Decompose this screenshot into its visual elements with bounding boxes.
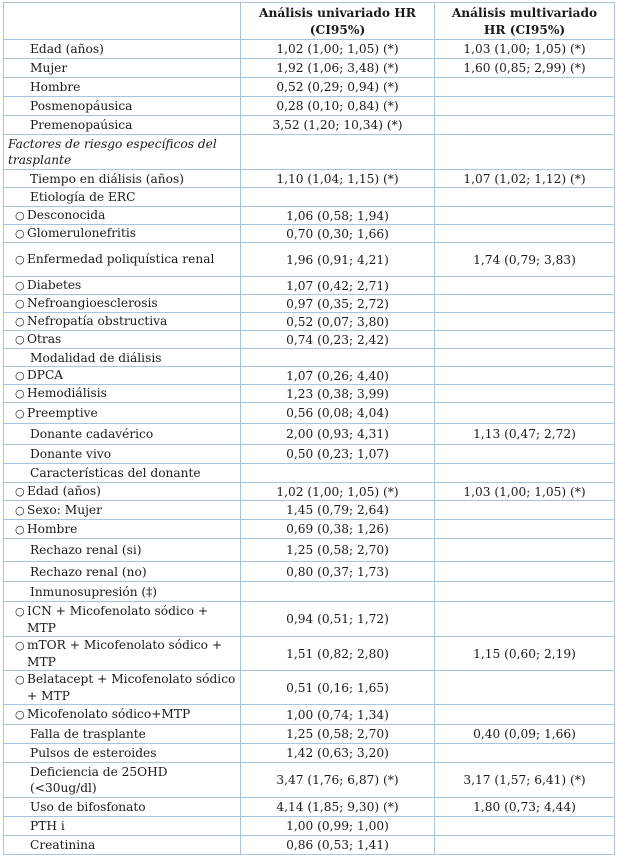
univariate-hr-cell: [241, 349, 435, 367]
row-label-cell: [4, 539, 241, 562]
row-label-cell: [4, 637, 241, 671]
row-label: Desconocida: [27, 208, 106, 222]
circle-marker: ○: [15, 333, 25, 346]
univariate-hr-cell: 1,06 (0,58; 1,94): [241, 207, 435, 225]
table-row: [4, 313, 615, 331]
multivariate-hr-cell: 1,07 (1,02; 1,12) (*): [435, 170, 615, 188]
circle-marker: ○: [15, 227, 25, 240]
circle-marker: ○: [15, 639, 25, 652]
bullet-marker: [8, 350, 30, 366]
row-label-cell: [4, 40, 241, 59]
row-label-cell: [4, 277, 241, 295]
multivariate-hr-cell: [435, 539, 615, 562]
univariate-hr-cell: 0,52 (0,29; 0,94) (*): [241, 78, 435, 97]
table-row: [4, 539, 615, 562]
row-label: PTH i: [30, 819, 65, 833]
row-label-cell: [4, 798, 241, 817]
univariate-hr-cell: 0,97 (0,35; 2,72): [241, 295, 435, 313]
bullet-marker: [8, 79, 30, 95]
multivariate-hr-cell: [435, 562, 615, 582]
univariate-hr-cell: 1,25 (0,58; 2,70): [241, 725, 435, 744]
table-header-row: [4, 3, 615, 40]
multivariate-hr-cell: 1,13 (0,47; 2,72): [435, 424, 615, 445]
table-row: [4, 243, 615, 277]
table-row: [4, 671, 615, 705]
multivariate-hr-cell: 1,03 (1,00; 1,05) (*): [435, 40, 615, 59]
multivariate-hr-cell: [435, 225, 615, 243]
row-label-cell: [4, 59, 241, 78]
row-label: ICN + Micofenolato sódico + MTP: [27, 603, 209, 635]
row-label: DPCA: [27, 368, 64, 382]
multivariate-hr-cell: [435, 207, 615, 225]
row-label-cell: [4, 602, 241, 637]
bullet-marker: [8, 171, 30, 187]
circle-marker: ○: [15, 604, 25, 618]
row-label-cell: [4, 464, 241, 483]
row-label: Posmenopáusica: [30, 99, 133, 113]
table-row: [4, 725, 615, 744]
table-row: [4, 705, 615, 725]
row-label: Rechazo renal (no): [30, 564, 147, 579]
multivariate-hr-cell: [435, 582, 615, 602]
univariate-hr-cell: 1,51 (0,82; 2,80): [241, 637, 435, 671]
row-label: Nefroangioesclerosis: [27, 296, 158, 310]
row-label: Donante cadavérico: [30, 427, 154, 441]
row-label-cell: [4, 78, 241, 97]
table-row: [4, 295, 615, 313]
multivariate-hr-cell: [435, 817, 615, 836]
section-heading: Factores de riesgo específicos del trasplante: [8, 137, 217, 167]
bullet-marker: [8, 60, 30, 76]
row-label: Nefropatía obstructiva: [27, 314, 168, 328]
row-label-cell: [4, 424, 241, 445]
table-row: [4, 59, 615, 78]
multivariate-hr-cell: 1,80 (0,73; 4,44): [435, 798, 615, 817]
multivariate-hr-cell: [435, 705, 615, 725]
multivariate-hr-cell: 1,15 (0,60; 2,19): [435, 637, 615, 671]
univariate-hr-cell: 1,45 (0,79; 2,64): [241, 501, 435, 520]
row-label: Creatinina: [30, 838, 96, 852]
univariate-hr-cell: 2,00 (0,93; 4,31): [241, 424, 435, 445]
table-row: [4, 483, 615, 501]
multivariate-hr-cell: 3,17 (1,57; 6,41) (*): [435, 763, 615, 798]
multivariate-hr-cell: [435, 97, 615, 116]
multivariate-hr-cell: [435, 744, 615, 763]
univariate-hr-cell: 1,92 (1,06; 3,48) (*): [241, 59, 435, 78]
circle-marker: ○: [15, 522, 25, 536]
bullet-marker: [8, 446, 30, 462]
row-label-cell: [4, 403, 241, 424]
circle-marker: ○: [15, 673, 25, 686]
bullet-marker: [8, 465, 30, 481]
bullet-marker: [8, 726, 30, 742]
table-row: [4, 501, 615, 520]
table-row: [4, 445, 615, 464]
multivariate-hr-cell: [435, 464, 615, 483]
circle-marker: ○: [15, 279, 25, 292]
univariate-hr-cell: 4,14 (1,85; 9,30) (*): [241, 798, 435, 817]
row-label: Pulsos de esteroides: [30, 746, 157, 760]
table-row: [4, 225, 615, 243]
row-label-cell: [4, 97, 241, 116]
row-label-cell: [4, 331, 241, 349]
row-label: Glomerulonefritis: [27, 226, 136, 240]
table-row: [4, 170, 615, 188]
row-label: Premenopaúsica: [30, 118, 133, 132]
multivariate-hr-cell: 1,03 (1,00; 1,05) (*): [435, 483, 615, 501]
univariate-hr-cell: 1,07 (0,42; 2,71): [241, 277, 435, 295]
row-label-cell: [4, 483, 241, 501]
bullet-marker: [8, 542, 30, 558]
univariate-hr-cell: 3,52 (1,20; 10,34) (*): [241, 116, 435, 135]
row-label-cell: [4, 116, 241, 135]
row-label: Inmunosupresión (‡): [30, 584, 158, 599]
univariate-hr-cell: 0,51 (0,16; 1,65): [241, 671, 435, 705]
table-row: [4, 40, 615, 59]
univariate-hr-cell: 0,56 (0,08; 4,04): [241, 403, 435, 424]
bullet-marker: [8, 818, 30, 834]
row-label-cell: [4, 349, 241, 367]
row-label: Uso de bifosfonato: [30, 800, 146, 814]
bullet-marker: [8, 745, 30, 761]
row-label-cell: [4, 170, 241, 188]
table-row: [4, 744, 615, 763]
bullet-marker: [8, 764, 30, 780]
univariate-hr-cell: 3,47 (1,76; 6,87) (*): [241, 763, 435, 798]
row-label-cell: [4, 520, 241, 539]
multivariate-hr-cell: [435, 385, 615, 403]
table-row: [4, 520, 615, 539]
multivariate-hr-cell: [435, 501, 615, 520]
table-body: [4, 40, 615, 855]
univariate-hr-cell: 1,00 (0,99; 1,00): [241, 817, 435, 836]
table-row: [4, 582, 615, 602]
row-label-cell: [4, 562, 241, 582]
circle-marker: ○: [15, 406, 25, 420]
table-row: [4, 637, 615, 671]
row-label: Tiempo en diálisis (años): [30, 171, 185, 186]
header-variable: [4, 3, 241, 40]
header-univariate: Análisis univariado HR (CI95%): [241, 3, 435, 40]
row-label: Características del donante: [30, 466, 201, 480]
circle-marker: ○: [15, 387, 25, 400]
table-row: [4, 349, 615, 367]
univariate-hr-cell: 1,00 (0,74; 1,34): [241, 705, 435, 725]
univariate-hr-cell: [241, 582, 435, 602]
table-row: [4, 763, 615, 798]
table-row: [4, 602, 615, 637]
bullet-marker: [8, 837, 30, 853]
univariate-hr-cell: 1,96 (0,91; 4,21): [241, 243, 435, 277]
row-label-cell: [4, 243, 241, 277]
circle-marker: ○: [15, 297, 25, 310]
row-label-cell: [4, 207, 241, 225]
multivariate-hr-cell: [435, 671, 615, 705]
multivariate-hr-cell: 1,60 (0,85; 2,99) (*): [435, 59, 615, 78]
table-row: [4, 277, 615, 295]
row-label: Enfermedad poliquística renal: [27, 252, 215, 266]
multivariate-hr-cell: [435, 135, 615, 170]
bullet-marker: [8, 98, 30, 114]
row-label: Preemptive: [27, 405, 98, 420]
multivariate-hr-cell: [435, 602, 615, 637]
row-label: Mujer: [30, 61, 68, 75]
multivariate-hr-cell: [435, 367, 615, 385]
univariate-hr-cell: 0,80 (0,37; 1,73): [241, 562, 435, 582]
bullet-marker: [8, 584, 30, 600]
univariate-hr-cell: 1,02 (1,00; 1,05) (*): [241, 483, 435, 501]
bullet-marker: [8, 41, 30, 57]
table-row: [4, 836, 615, 855]
bullet-marker: [8, 189, 30, 205]
circle-marker: ○: [15, 503, 25, 517]
table-row: [4, 331, 615, 349]
univariate-hr-cell: 0,50 (0,23; 1,07): [241, 445, 435, 464]
row-label: mTOR + Micofenolato sódico + MTP: [27, 638, 223, 669]
row-label-cell: [4, 836, 241, 855]
multivariate-hr-cell: [435, 188, 615, 207]
univariate-hr-cell: [241, 464, 435, 483]
row-label-cell: [4, 313, 241, 331]
univariate-hr-cell: 0,94 (0,51; 1,72): [241, 602, 435, 637]
univariate-hr-cell: 0,52 (0,07; 3,80): [241, 313, 435, 331]
multivariate-hr-cell: [435, 445, 615, 464]
circle-marker: ○: [15, 209, 25, 222]
univariate-hr-cell: 0,28 (0,10; 0,84) (*): [241, 97, 435, 116]
table-row: [4, 464, 615, 483]
row-label: Hombre: [27, 521, 78, 536]
row-label-cell: [4, 582, 241, 602]
table-row: [4, 403, 615, 424]
row-label: Otras: [27, 332, 62, 346]
multivariate-hr-cell: [435, 313, 615, 331]
univariate-hr-cell: 0,86 (0,53; 1,41): [241, 836, 435, 855]
table-row: [4, 817, 615, 836]
univariate-hr-cell: 1,25 (0,58; 2,70): [241, 539, 435, 562]
bullet-marker: [8, 426, 30, 442]
table-row: [4, 188, 615, 207]
row-label-cell: [4, 671, 241, 705]
row-label-cell: [4, 817, 241, 836]
multivariate-hr-cell: 1,74 (0,79; 3,83): [435, 243, 615, 277]
table-row: [4, 78, 615, 97]
row-label: Falla de trasplante: [30, 727, 146, 741]
row-label-cell: [4, 295, 241, 313]
univariate-hr-cell: 1,02 (1,00; 1,05) (*): [241, 40, 435, 59]
bullet-marker: [8, 564, 30, 580]
circle-marker: ○: [15, 315, 25, 328]
row-label: Rechazo renal (si): [30, 543, 142, 557]
row-label: Micofenolato sódico+MTP: [27, 707, 191, 721]
multivariate-hr-cell: [435, 295, 615, 313]
row-label-cell: [4, 385, 241, 403]
row-label: Deficiencia de 25OHD (<30ug/dl): [30, 765, 168, 795]
table-row: [4, 562, 615, 582]
table-row: [4, 207, 615, 225]
table-row: [4, 97, 615, 116]
circle-marker: ○: [15, 485, 25, 498]
row-label-cell: [4, 225, 241, 243]
bullet-marker: [8, 799, 30, 815]
univariate-hr-cell: 1,10 (1,04; 1,15) (*): [241, 170, 435, 188]
circle-marker: ○: [15, 253, 25, 266]
table-row: [4, 385, 615, 403]
row-label: Etiología de ERC: [30, 190, 136, 204]
row-label-cell: [4, 705, 241, 725]
table-row: [4, 116, 615, 135]
row-label: Donante vivo: [30, 447, 112, 461]
row-label-cell: [4, 763, 241, 798]
table-row: [4, 135, 615, 170]
row-label: Edad (años): [30, 42, 104, 56]
header-multivariate: Análisis multivariado HR (CI95%): [435, 3, 615, 40]
row-label-cell: [4, 725, 241, 744]
table-row: [4, 798, 615, 817]
row-label-cell: [4, 744, 241, 763]
multivariate-hr-cell: [435, 349, 615, 367]
row-label-cell: [4, 501, 241, 520]
multivariate-hr-cell: [435, 836, 615, 855]
multivariate-hr-cell: 0,40 (0,09; 1,66): [435, 725, 615, 744]
row-label: Diabetes: [27, 278, 82, 292]
bullet-marker: [8, 117, 30, 133]
univariate-hr-cell: [241, 135, 435, 170]
univariate-hr-cell: 0,74 (0,23; 2,42): [241, 331, 435, 349]
multivariate-hr-cell: [435, 78, 615, 97]
row-label: Belatacept + Micofenolato sódico + MTP: [27, 672, 236, 703]
row-label-cell: [4, 188, 241, 207]
multivariate-hr-cell: [435, 403, 615, 424]
row-label: Sexo: Mujer: [27, 502, 102, 517]
univariate-hr-cell: 0,69 (0,38; 1,26): [241, 520, 435, 539]
univariate-hr-cell: 1,42 (0,63; 3,20): [241, 744, 435, 763]
row-label-cell: [4, 445, 241, 464]
table-row: [4, 424, 615, 445]
row-label: Edad (años): [27, 484, 101, 498]
univariate-hr-cell: 1,07 (0,26; 4,40): [241, 367, 435, 385]
multivariate-hr-cell: [435, 277, 615, 295]
row-label-cell: [4, 367, 241, 385]
multivariate-hr-cell: [435, 520, 615, 539]
circle-marker: ○: [15, 369, 25, 382]
multivariate-hr-cell: [435, 331, 615, 349]
univariate-hr-cell: 0,70 (0,30; 1,66): [241, 225, 435, 243]
hr-table: [3, 2, 615, 855]
univariate-hr-cell: [241, 188, 435, 207]
row-label: Modalidad de diálisis: [30, 350, 162, 365]
circle-marker: ○: [15, 708, 25, 721]
table-row: [4, 367, 615, 385]
multivariate-hr-cell: [435, 116, 615, 135]
row-label: Hombre: [30, 80, 81, 94]
row-label-cell: [4, 135, 241, 170]
row-label: Hemodiálisis: [27, 386, 107, 400]
univariate-hr-cell: 1,23 (0,38; 3,99): [241, 385, 435, 403]
